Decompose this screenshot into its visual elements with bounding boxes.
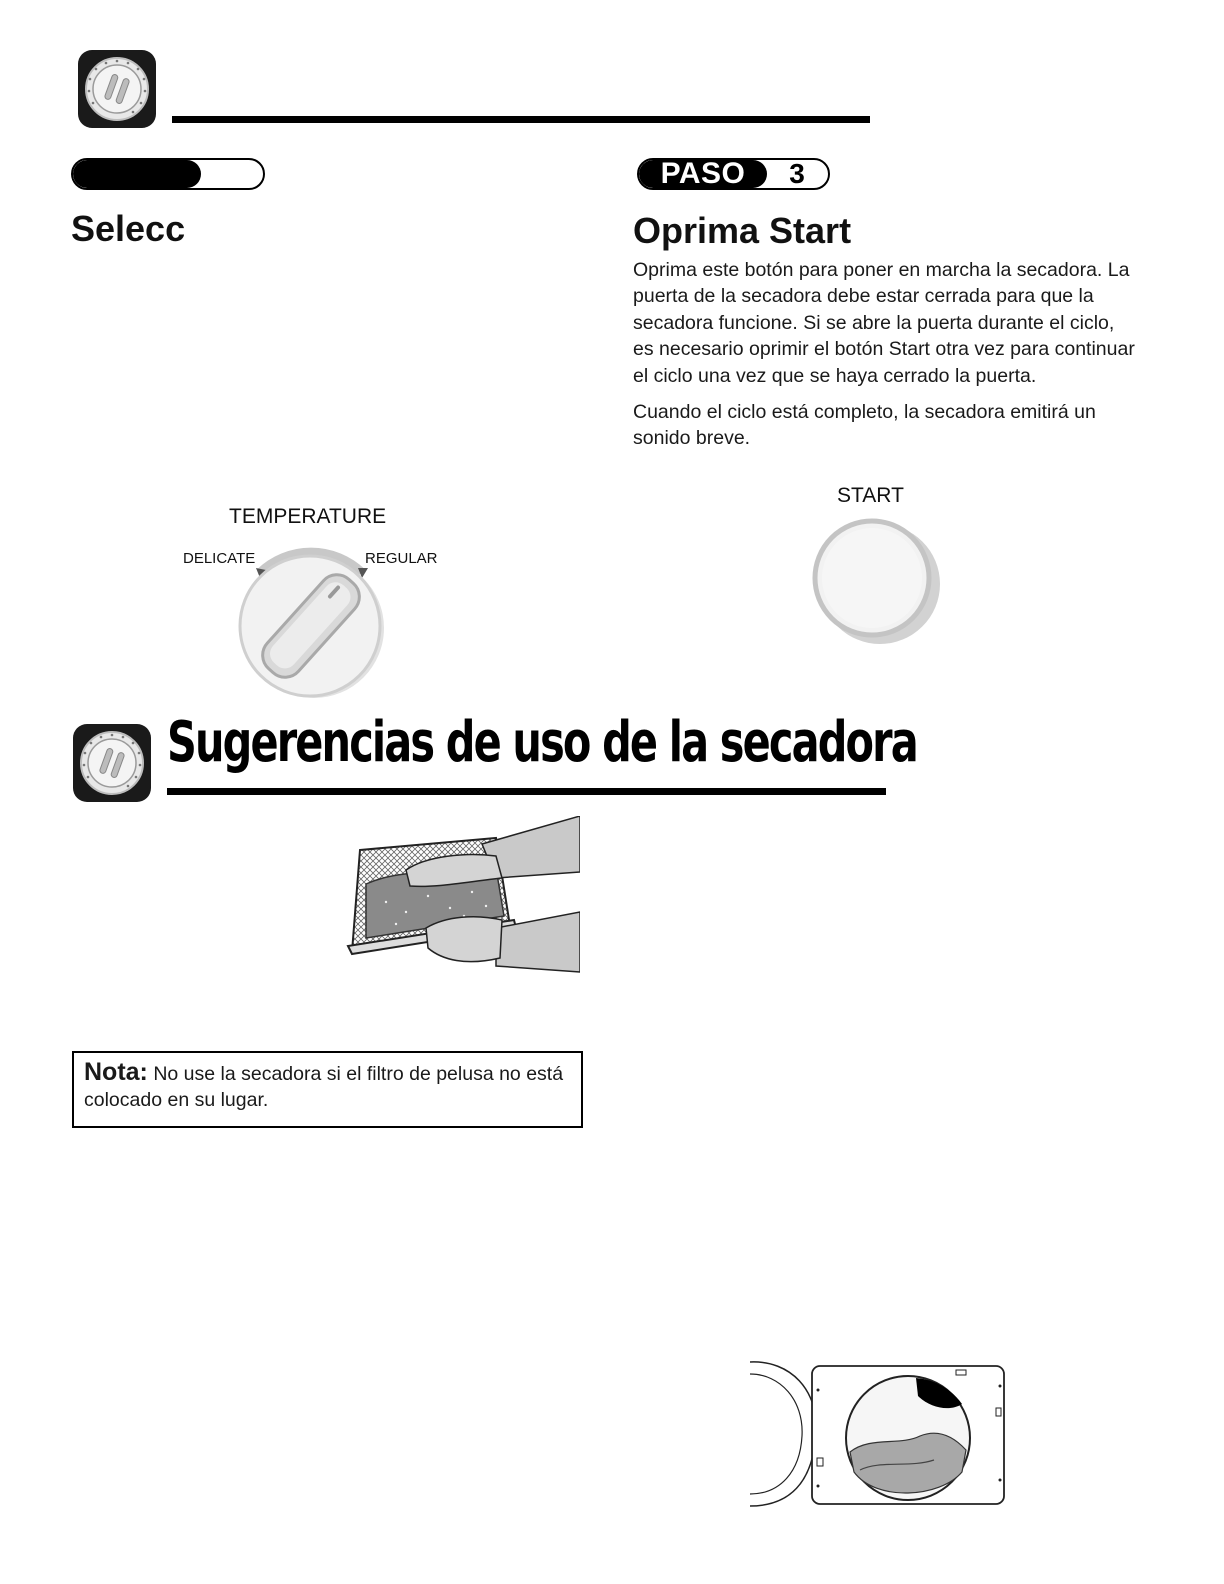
step-paragraph-2: Cuando el ciclo está completo, la secadora emitirá un sonido breve. [633, 401, 1096, 450]
dial-icon [78, 50, 156, 128]
delicate-label: DELICATE [183, 550, 256, 567]
step-pill-number [201, 160, 263, 188]
lint-filter-illustration [346, 816, 580, 976]
step-pill-right [637, 158, 830, 190]
step-title-left: Selecc [71, 208, 186, 249]
regular-label: REGULAR [365, 550, 438, 567]
step-title-right: Oprima Start [633, 210, 852, 251]
section-title-rule [167, 788, 886, 795]
dial-icon [73, 724, 151, 802]
start-label: START [837, 484, 904, 507]
note-text: No use la secadora si el filtro de pelusa no está colocado en su lugar. [84, 1063, 564, 1111]
section-title: Sugerencias de uso de la secadora [167, 710, 917, 775]
header-rule [172, 116, 870, 123]
step-pill-left [71, 158, 265, 190]
start-button[interactable] [812, 518, 946, 646]
dryer-drum-illustration [750, 1360, 1006, 1510]
temperature-label: TEMPERATURE [229, 505, 387, 528]
note-box [72, 1051, 583, 1128]
step-paragraph-1: Oprima este botón para poner en marcha la secadora. La puerta de la secadora debe estar cerrada para que la secadora funcione. Si se abre la puerta durante el ciclo, es necesario oprimir el botón Start otra vez para continuar el ciclo una vez que se haya cerrado la puerta. [633, 259, 1135, 387]
step-pill-number: 3 [789, 158, 805, 189]
step-pill-label [73, 160, 201, 188]
note-label: Nota: [84, 1058, 148, 1086]
step-pill-label: PASO [639, 160, 767, 188]
step-description [633, 257, 1138, 462]
temperature-knob[interactable] [232, 538, 392, 704]
